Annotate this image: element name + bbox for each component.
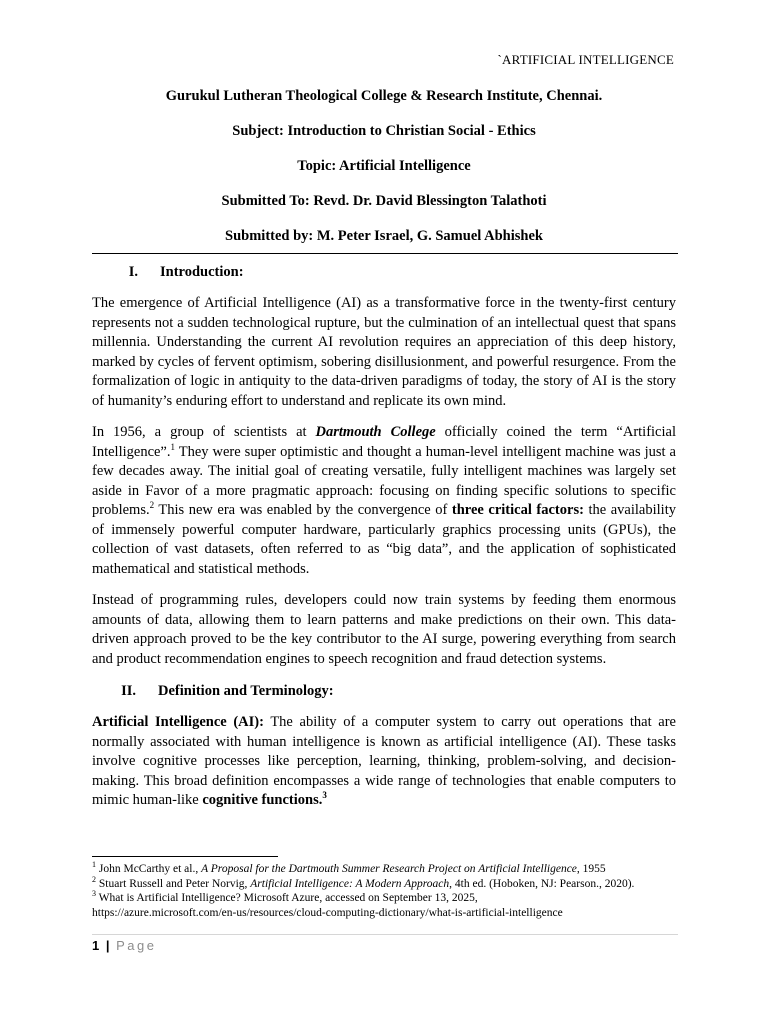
text-run: Stuart Russell and Peter Norvig, [96, 877, 251, 890]
text-run: The ability of a computer system to carry out operations that are normally associated with human intelligence is known as artificial intelligence (AI). These tasks involve cognitive processes like perception, learning, thinking, problem-solving, and decision-making. This broad definition encompasses a wide range of technologies that enable computers to mimic human-like [92, 714, 676, 808]
footnotes [92, 862, 678, 920]
paragraph-intro-3: Instead of programming rules, developers could now train systems by feeding them enormous amounts of data, allowing them to learn patterns and make predictions on their own. This data-driven approach proved to be the key contributor to the AI surge, powering everything from search and product recommendation engines to speech recognition and fraud detection systems. [92, 592, 676, 667]
page-separator: | [105, 938, 110, 953]
text-run: , 4th ed. (Hoboken, NJ: Pearson., 2020). [449, 877, 635, 890]
citation-title: A Proposal for the Dartmouth Summer Research Project on Artificial Intelligence [201, 863, 577, 875]
paragraph-intro-2 [92, 423, 676, 579]
footnote-number: 2 [92, 874, 96, 884]
paragraph-intro-1: The emergence of Artificial Intelligence (AI) as a transformative force in the twenty-first century represents not a sudden technological rupture, but the culmination of an intellectual quest that spans millennia. Understanding the current AI revolution requires an appreciation of this deep history, marked by cycles of fervent optimism, sobering disillusionment, and powerful resurgence. From the formalization of logic in antiquity to the data-driven paradigms of today, the story of AI is the story of humanity’s enduring effort to understand and replicate its own mind. [92, 295, 676, 409]
text-run: They were super optimistic and thought a human-level intelligent machine was just a few decades away. The initial goal of creating versatile, fully intelligent machines was largely set aside in Favor of a more pragmatic approach: focusing on finding specific solutions to specific problems. [92, 443, 676, 518]
footnote-ref-2[interactable]: 2 [149, 500, 155, 511]
paragraph-definition [92, 713, 676, 811]
page-number: 1 [92, 938, 100, 953]
section-number: I. [128, 264, 138, 280]
text-run: This new era was enabled by the convergence of [154, 502, 452, 518]
submitted-to-line: Submitted To: Revd. Dr. David Blessington Talathoti [221, 193, 547, 209]
footnote-1 [92, 862, 678, 877]
subject-line: Subject: Introduction to Christian Social - Ethics [232, 123, 536, 139]
footnote-ref-1[interactable]: 1 [170, 441, 175, 452]
section-heading-introduction [92, 262, 676, 282]
footnote-separator [92, 856, 278, 857]
section-number: II. [121, 683, 136, 699]
text-run: In 1956, a group of scientists at [92, 424, 316, 440]
footnote-2 [92, 874, 678, 892]
document-body [92, 262, 676, 823]
emphasis-cognitive-functions: cognitive functions. [202, 792, 323, 808]
citation-title: Artificial Intelligence: A Modern Approach [250, 877, 450, 890]
footnote-url-link[interactable]: https://azure.microsoft.com/en-us/resources/cloud-computing-dictionary/what-is-artificial-intelligence [92, 906, 563, 919]
footnote-number: 1 [92, 860, 96, 870]
page-label: Page [116, 938, 157, 953]
emphasis-three-factors: three critical factors: [451, 502, 584, 518]
header-divider [92, 253, 678, 254]
section-title: Introduction: [160, 264, 244, 280]
text-run: the availability of immensely powerful computer hardware, particularly graphics processing units (GPUs), the collection of vast datasets, often referred to as “big data”, and the application of sophisticated mathematical and statistical methods. [92, 502, 676, 577]
text-run: officially coined the term “Artificial Intelligence”. [92, 424, 676, 460]
section-title: Definition and Terminology: [158, 683, 334, 699]
topic-line: Topic: Artificial Intelligence [297, 158, 471, 174]
text-run: What is Artificial Intelligence? Microsoft Azure, accessed on September 13, 2025, [96, 892, 478, 904]
text-run: John McCarthy et al., [96, 863, 202, 875]
institution-name: Gurukul Lutheran Theological College & Research Institute, Chennai. [165, 88, 603, 104]
page-footer [92, 938, 157, 953]
footnote-3 [92, 891, 678, 920]
submitted-by-line: Submitted by: M. Peter Israel, G. Samuel Abhishek [225, 228, 543, 244]
text-run: , 1955 [576, 863, 606, 875]
running-header: `ARTIFICIAL INTELLIGENCE [497, 52, 674, 67]
term-label: Artificial Intelligence (AI): [92, 714, 264, 730]
section-heading-definition [92, 681, 676, 701]
title-block [92, 86, 676, 261]
footnote-number: 3 [92, 889, 96, 899]
emphasis-dartmouth: Dartmouth College [315, 424, 436, 440]
footer-divider [92, 934, 678, 935]
footnote-ref-3[interactable]: 3 [322, 790, 327, 801]
